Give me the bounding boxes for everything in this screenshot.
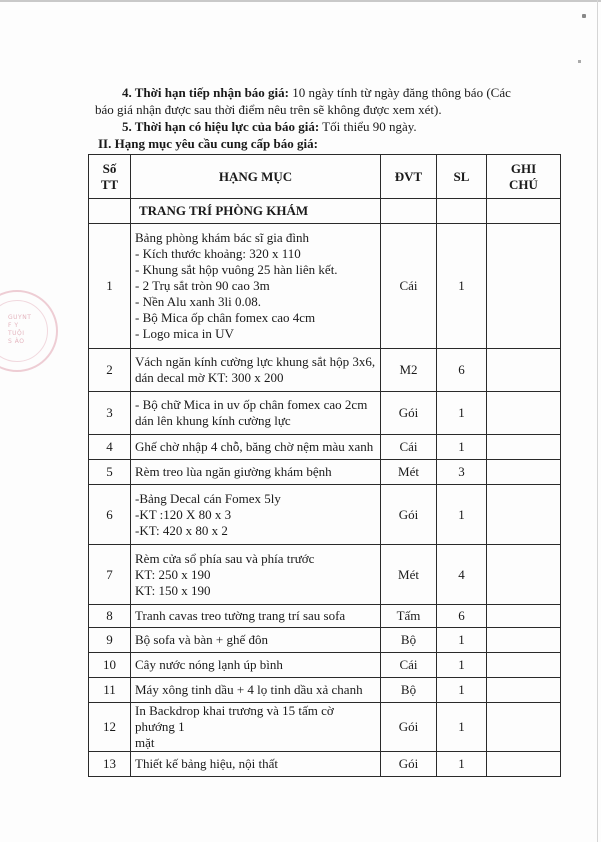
table-header-row (89, 155, 561, 199)
header-note (487, 155, 561, 199)
red-seal-stamp (0, 290, 58, 372)
scan-speck (578, 60, 581, 63)
row-note (487, 485, 561, 545)
table-row (89, 392, 561, 435)
row-description-line: Bảng phòng khám bác sĩ gia đình (135, 230, 310, 245)
row-stt: 2 (89, 349, 131, 392)
row-description-line: Vách ngăn kính cường lực khung sắt hộp 3x6, (135, 354, 376, 369)
row-stt: 13 (89, 752, 131, 777)
row-unit: Gói (381, 752, 437, 777)
row-qty: 1 (437, 392, 487, 435)
header-stt-line: Số (102, 160, 117, 176)
row-stt: 7 (89, 545, 131, 605)
row-description-line: -KT: 420 x 80 x 2 (135, 522, 228, 538)
row-qty: 1 (437, 224, 487, 349)
row-unit: M2 (381, 349, 437, 392)
seal-text-line: S ÀO (8, 338, 25, 345)
seal-text-line: GUYNT (8, 314, 32, 321)
scan-edge-top (0, 0, 601, 2)
row-qty: 1 (437, 703, 487, 752)
row-description-line: Rèm cửa sổ phía sau và phía trước (135, 550, 315, 566)
section-unit-cell (381, 199, 437, 224)
row-stt: 11 (89, 678, 131, 703)
table-row (89, 605, 561, 628)
intro-section (96, 84, 562, 152)
row-description-line: -Bảng Decal cán Fomex 5ly (135, 490, 281, 506)
row-qty: 1 (437, 628, 487, 653)
row-description-line: - Kích thước khoảng: 320 x 110 (135, 246, 301, 261)
table-row (89, 224, 561, 349)
row-stt: 1 (89, 224, 131, 349)
row-description (131, 392, 381, 435)
row-unit: Gói (381, 392, 437, 435)
table-row (89, 435, 561, 460)
header-item: HẠNG MỤC (131, 155, 381, 199)
validity-paragraph (96, 118, 562, 135)
table-row (89, 752, 561, 777)
row-description-line: Thiết kế bảng hiệu, nội thất (135, 756, 278, 771)
table-row (89, 678, 561, 703)
row-description (131, 485, 381, 545)
row-unit: Cái (381, 653, 437, 678)
row-description (131, 678, 381, 703)
row-description (131, 435, 381, 460)
row-description-line: - Bộ Mica ốp chân fomex cao 4cm (135, 310, 316, 325)
row-description-line: - Khung sắt hộp vuông 25 hàn liên kết. (135, 262, 338, 277)
row-unit: Gói (381, 485, 437, 545)
row-description-line: Bộ sofa và bàn + ghế đôn (135, 632, 268, 647)
row-note (487, 678, 561, 703)
row-unit: Bộ (381, 678, 437, 703)
row-description (131, 224, 381, 349)
header-unit: ĐVT (381, 155, 437, 199)
row-unit: Cái (381, 224, 437, 349)
scan-speck (582, 14, 586, 18)
row-qty: 6 (437, 605, 487, 628)
row-description-line: - Logo mica in UV (135, 326, 234, 341)
row-description-line: Rèm treo lùa ngăn giường khám bệnh (135, 464, 332, 479)
row-stt: 9 (89, 628, 131, 653)
row-description-line: mặt (135, 735, 155, 750)
row-note (487, 752, 561, 777)
deadline-paragraph-continued: báo giá nhận được sau thời điểm nêu trên sẽ không được xem xét). (95, 102, 442, 117)
row-qty: 6 (437, 349, 487, 392)
row-description-line: Cây nước nóng lạnh úp bình (135, 657, 283, 672)
row-unit: Gói (381, 703, 437, 752)
row-description (131, 703, 381, 752)
row-description (131, 460, 381, 485)
row-stt: 10 (89, 653, 131, 678)
row-description-line: Tranh cavas treo tường trang trí sau sofa (135, 608, 346, 623)
row-description-line: In Backdrop khai trương và 15 tấm cờ phướng 1 (135, 703, 334, 734)
row-note (487, 435, 561, 460)
row-description (131, 628, 381, 653)
table-row (89, 349, 561, 392)
quotation-items-table (88, 154, 561, 777)
deadline-paragraph (96, 84, 562, 101)
section-stt-cell (89, 199, 131, 224)
row-description-line: Ghế chờ nhập 4 chỗ, băng chờ nệm màu xanh (135, 439, 374, 454)
row-description-line: dán decal mờ KT: 300 x 200 (135, 370, 284, 385)
header-qty: SL (437, 155, 487, 199)
row-description-line: -KT :120 X 80 x 3 (135, 506, 232, 522)
row-qty: 1 (437, 485, 487, 545)
row-qty: 3 (437, 460, 487, 485)
validity-text: Tối thiểu 90 ngày. (319, 119, 417, 134)
row-note (487, 545, 561, 605)
header-stt-line: TT (100, 176, 119, 192)
table-row (89, 485, 561, 545)
row-stt: 5 (89, 460, 131, 485)
deadline-label: 4. Thời hạn tiếp nhận báo giá: (122, 85, 289, 100)
row-stt: 8 (89, 605, 131, 628)
section-row (89, 199, 561, 224)
row-unit: Mét (381, 460, 437, 485)
row-description (131, 605, 381, 628)
row-note (487, 349, 561, 392)
header-stt (89, 155, 131, 199)
row-unit: Bộ (381, 628, 437, 653)
row-note (487, 392, 561, 435)
row-note (487, 628, 561, 653)
row-unit: Cái (381, 435, 437, 460)
table-row (89, 628, 561, 653)
row-note (487, 703, 561, 752)
row-note (487, 653, 561, 678)
row-description-line: KT: 150 x 190 (135, 582, 211, 598)
row-description-line: - Nền Alu xanh 3li 0.08. (135, 294, 262, 309)
header-note-line: GHI (510, 160, 537, 176)
row-stt: 3 (89, 392, 131, 435)
deadline-text: 10 ngày tính từ ngày đăng thông báo (Các (289, 85, 511, 100)
row-note (487, 224, 561, 349)
seal-text-line: F Y (8, 322, 19, 329)
row-description (131, 653, 381, 678)
row-description-line: - Bộ chữ Mica in uv ốp chân fomex cao 2cm (135, 397, 368, 412)
section-title: TRANG TRÍ PHÒNG KHÁM (131, 199, 381, 224)
section-note-cell (487, 199, 561, 224)
row-unit: Tấm (381, 605, 437, 628)
row-description-line: dán lên khung kính cường lực (135, 413, 291, 428)
row-qty: 4 (437, 545, 487, 605)
row-note (487, 605, 561, 628)
seal-text (8, 314, 31, 346)
scan-edge-right (597, 0, 598, 842)
row-qty: 1 (437, 435, 487, 460)
table-row (89, 460, 561, 485)
row-description (131, 349, 381, 392)
row-description (131, 752, 381, 777)
table-row (89, 653, 561, 678)
row-description-line: - 2 Trụ sắt tròn 90 cao 3m (135, 278, 270, 293)
row-description (131, 545, 381, 605)
row-stt: 6 (89, 485, 131, 545)
row-note (487, 460, 561, 485)
table-row (89, 703, 561, 752)
header-note-line: CHÚ (509, 176, 538, 192)
row-unit: Mét (381, 545, 437, 605)
seal-text-line: TUỘI (8, 330, 25, 337)
section-heading: II. Hạng mục yêu cầu cung cấp báo giá: (98, 136, 318, 151)
row-description-line: Máy xông tinh dầu + 4 lọ tinh dầu xả chanh (135, 682, 363, 697)
row-qty: 1 (437, 653, 487, 678)
table-row (89, 545, 561, 605)
row-description-line: KT: 250 x 190 (135, 566, 211, 582)
validity-label: 5. Thời hạn có hiệu lực của báo giá: (122, 119, 320, 134)
row-qty: 1 (437, 752, 487, 777)
row-qty: 1 (437, 678, 487, 703)
row-stt: 4 (89, 435, 131, 460)
section-qty-cell (437, 199, 487, 224)
row-stt: 12 (89, 703, 131, 752)
